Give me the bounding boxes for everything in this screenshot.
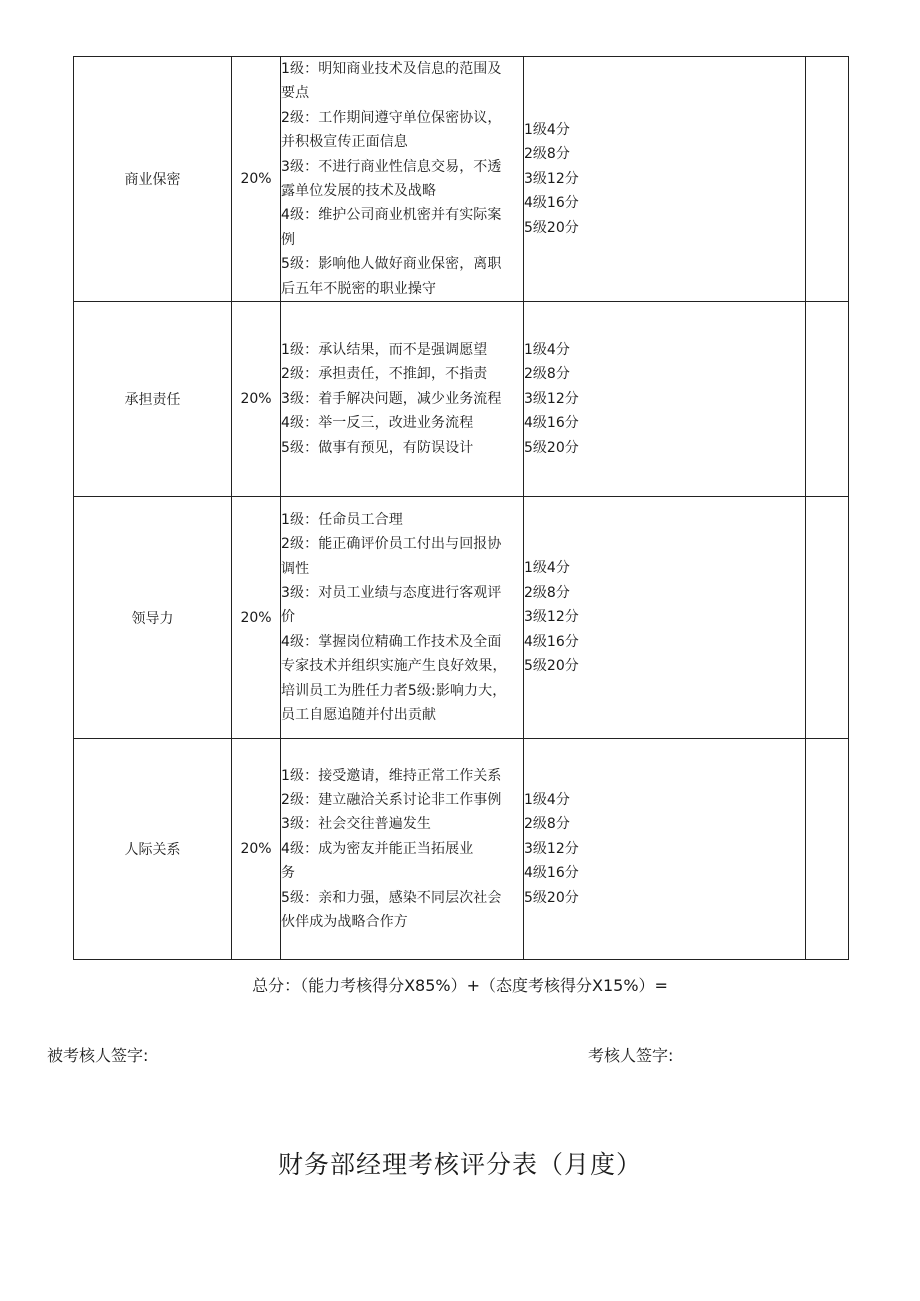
criterion-weight: 20% [232, 302, 281, 497]
score-level: 5级20分 [524, 219, 579, 236]
score-level: 5级20分 [524, 889, 579, 906]
level-desc: 3级：不进行商业性信息交易，不透 [281, 158, 502, 175]
level-desc: 4级：成为密友并能正当拓展业 [281, 840, 474, 857]
level-desc: 培训员工为胜任力者5级:影响力大， [281, 682, 507, 699]
level-desc: 2级：能正确评价员工付出与回报协 [281, 536, 502, 553]
table-row [74, 497, 849, 739]
level-desc: 价 [281, 609, 296, 626]
level-desc: 员工自愿追随并付出贡献 [281, 706, 437, 723]
score-level: 3级12分 [524, 609, 579, 626]
level-desc: 并积极宣传正面信息 [281, 134, 408, 151]
criterion-name: 领导力 [74, 497, 232, 739]
score-entry-cell[interactable] [806, 302, 849, 497]
level-desc: 3级：对员工业绩与态度进行客观评 [281, 584, 502, 601]
criterion-levels [281, 497, 524, 739]
score-entry-cell[interactable] [806, 739, 849, 960]
next-form-title: 财务部经理考核评分表（月度） [277, 1150, 642, 1179]
criterion-name: 商业保密 [74, 57, 232, 302]
level-desc: 4级：掌握岗位精确工作技术及全面 [281, 633, 502, 650]
score-level: 4级16分 [524, 415, 579, 432]
level-desc: 5级：影响他人做好商业保密，离职 [281, 256, 502, 273]
appraiser-signature-label: 考核人签字: [588, 1046, 674, 1065]
level-desc: 4级：举一反三，改进业务流程 [281, 415, 474, 432]
score-level: 3级12分 [524, 840, 579, 857]
total-score-formula: 总分：（能力考核得分X85%）+（态度考核得分X15%）= [252, 976, 668, 995]
score-level: 2级8分 [524, 366, 570, 383]
score-level: 5级20分 [524, 658, 579, 675]
score-level: 2级8分 [524, 584, 570, 601]
table-row [74, 57, 849, 302]
criterion-scores [524, 497, 806, 739]
score-level: 2级8分 [524, 146, 570, 163]
level-desc: 伙伴成为战略合作方 [281, 914, 408, 931]
level-desc: 专家技术并组织实施产生良好效果， [281, 658, 507, 675]
evaluation-table [73, 56, 849, 960]
level-desc: 2级：承担责任，不推卸，不指责 [281, 366, 488, 383]
level-desc: 1级：接受邀请，维持正常工作关系 [281, 767, 502, 784]
criterion-scores [524, 57, 806, 302]
criterion-scores [524, 739, 806, 960]
table-row [74, 739, 849, 960]
level-desc: 务 [281, 865, 296, 882]
level-desc: 1级：明知商业技术及信息的范围及 [281, 61, 502, 77]
score-level: 5级20分 [524, 439, 579, 456]
score-level: 4级16分 [524, 633, 579, 650]
level-desc: 5级：做事有预见，有防误设计 [281, 439, 474, 456]
level-desc: 1级：承认结果，而不是强调愿望 [281, 342, 488, 359]
appraisee-signature-label: 被考核人签字: [47, 1046, 149, 1065]
level-desc: 4级：维护公司商业机密并有实际案 [281, 207, 502, 224]
criterion-levels [281, 302, 524, 497]
score-level: 1级4分 [524, 341, 570, 358]
level-desc: 要点 [281, 85, 310, 102]
criterion-name: 人际关系 [74, 739, 232, 960]
criterion-weight: 20% [232, 739, 281, 960]
criterion-name: 承担责任 [74, 302, 232, 497]
score-level: 2级8分 [524, 816, 570, 833]
score-level: 3级12分 [524, 390, 579, 407]
level-desc: 2级：工作期间遵守单位保密协议， [281, 109, 502, 126]
score-level: 1级4分 [524, 121, 570, 138]
table-row [74, 302, 849, 497]
criterion-scores [524, 302, 806, 497]
level-desc: 调性 [281, 560, 310, 577]
score-entry-cell[interactable] [806, 497, 849, 739]
level-desc: 5级：亲和力强，感染不同层次社会 [281, 889, 502, 906]
score-level: 3级12分 [524, 170, 579, 187]
score-level: 1级4分 [524, 560, 570, 577]
level-desc: 3级：社会交往普遍发生 [281, 816, 432, 833]
criterion-levels [281, 739, 524, 960]
score-level: 1级4分 [524, 791, 570, 808]
level-desc: 2级：建立融洽关系讨论非工作事例 [281, 792, 502, 809]
criterion-weight: 20% [232, 57, 281, 302]
level-desc: 3级：着手解决问题，减少业务流程 [281, 390, 502, 407]
level-desc: 例 [281, 231, 296, 248]
score-level: 4级16分 [524, 195, 579, 212]
score-level: 4级16分 [524, 865, 579, 882]
level-desc: 露单位发展的技术及战略 [281, 183, 437, 200]
score-entry-cell[interactable] [806, 57, 849, 302]
level-desc: 1级：任命员工合理 [281, 511, 403, 528]
criterion-weight: 20% [232, 497, 281, 739]
level-desc: 后五年不脱密的职业操守 [281, 280, 437, 297]
criterion-levels [281, 57, 524, 302]
